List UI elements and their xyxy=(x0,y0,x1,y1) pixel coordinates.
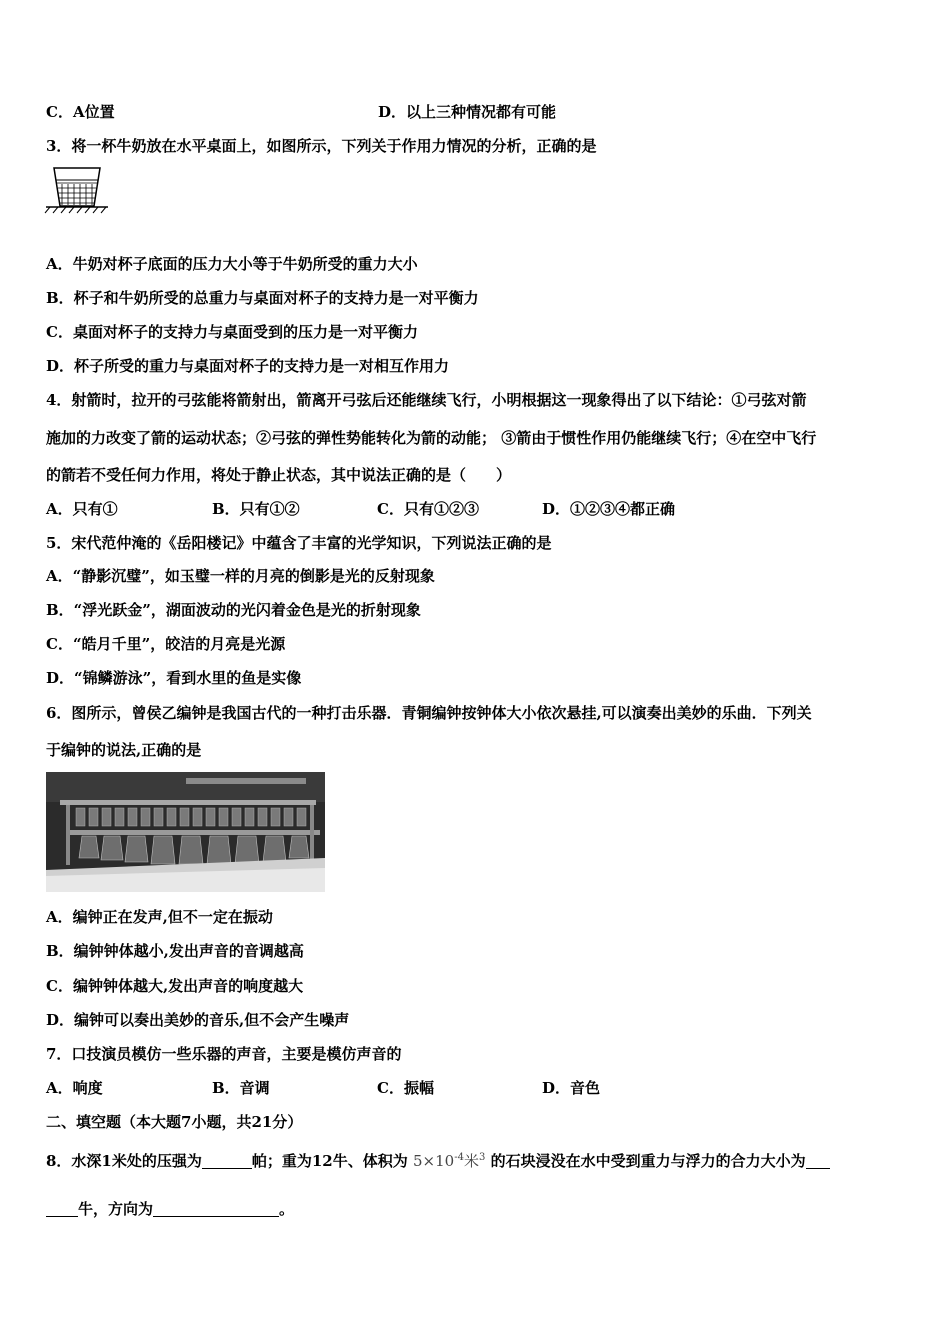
q4-option-d: D．①②③④都正确 xyxy=(542,500,676,518)
q8-blank-direction[interactable] xyxy=(153,1200,279,1217)
q6-line2: 于编钟的说法,正确的是 xyxy=(46,741,202,759)
q2-option-c: C．A位置 xyxy=(46,103,115,121)
q4-option-a: A．只有① xyxy=(46,500,118,518)
q8-text-4: 牛，方向为 xyxy=(78,1200,154,1218)
q3-option-c: C．桌面对杯子的支持力与桌面受到的压力是一对平衡力 xyxy=(46,323,418,341)
q5-option-d: D．“锦鳞游泳”，看到水里的鱼是实像 xyxy=(46,669,302,687)
q5-option-b: B．“浮光跃金”，湖面波动的光闪着金色是光的折射现象 xyxy=(46,601,421,619)
q8-line2 xyxy=(46,1199,294,1219)
q3-stem: 3．将一杯牛奶放在水平桌面上，如图所示，下列关于作用力情况的分析，正确的是 xyxy=(46,137,597,155)
q8-blank-net-force-part1[interactable] xyxy=(806,1152,830,1169)
q7-option-c: C．振幅 xyxy=(377,1079,434,1097)
q4-option-b: B．只有①② xyxy=(212,500,300,518)
q3-option-a: A．牛奶对杯子底面的压力大小等于牛奶所受的重力大小 xyxy=(46,255,418,273)
q7-option-b: B．音调 xyxy=(212,1079,270,1097)
q7-option-d: D．音色 xyxy=(542,1079,601,1097)
q6-option-d: D．编钟可以奏出美妙的音乐,但不会产生噪声 xyxy=(46,1011,350,1029)
section-heading-fill-in: 二、填空题（本大题7小题，共21分） xyxy=(46,1113,303,1131)
q4-line1: 4．射箭时，拉开的弓弦能将箭射出，箭离开弓弦后还能继续飞行，小明根据这一现象得出了以下结论：①弓弦对箭 xyxy=(46,391,807,409)
q3-option-d: D．杯子所受的重力与桌面对杯子的支持力是一对相互作用力 xyxy=(46,357,450,375)
q8-blank-pressure[interactable] xyxy=(202,1152,252,1169)
q4-line3: 的箭若不受任何力作用，将处于静止状态，其中说法正确的是（ ） xyxy=(46,466,512,484)
q8-text-2: 帕；重为12牛、体积为 xyxy=(251,1152,408,1170)
q8-text-3: 的石块浸没在水中受到重力与浮力的合力大小为 xyxy=(490,1152,806,1170)
q5-option-c: C．“皓月千里”，皎洁的月亮是光源 xyxy=(46,635,286,653)
q8-volume-formula: $5\times 10^{-4}$米$^3$ xyxy=(412,1152,486,1170)
q7-option-a: A．响度 xyxy=(46,1079,103,1097)
q5-stem: 5．宋代范仲淹的《岳阳楼记》中蕴含了丰富的光学知识，下列说法正确的是 xyxy=(46,534,552,552)
q5-option-a: A．“静影沉璧”，如玉璧一样的月亮的倒影是光的反射现象 xyxy=(46,567,435,585)
milk-cup-figure xyxy=(44,162,110,216)
q7-stem: 7．口技演员模仿一些乐器的声音，主要是模仿声音的 xyxy=(46,1045,402,1063)
q4-line2: 施加的力改变了箭的运动状态；②弓弦的弹性势能转化为箭的动能； ③箭由于惯性作用仍能继续飞行；④在空中飞行 xyxy=(46,429,817,447)
q8-blank-net-force-part2[interactable] xyxy=(46,1200,78,1217)
q3-option-b: B．杯子和牛奶所受的总重力与桌面对杯子的支持力是一对平衡力 xyxy=(46,289,479,307)
q6-option-a: A．编钟正在发声,但不一定在振动 xyxy=(46,908,273,926)
q6-option-b: B．编钟钟体越小,发出声音的音调越高 xyxy=(46,942,304,960)
q8-line1 xyxy=(46,1148,830,1171)
q8-text-1: 8．水深1米处的压强为 xyxy=(46,1152,202,1170)
q8-text-5: 。 xyxy=(279,1200,295,1218)
bells-illustration xyxy=(46,772,325,892)
q2-option-d: D．以上三种情况都有可能 xyxy=(378,103,557,121)
q6-option-c: C．编钟钟体越大,发出声音的响度越大 xyxy=(46,977,304,995)
q6-line1: 6．图所示，曾侯乙编钟是我国古代的一种打击乐器．青铜编钟按钟体大小依次悬挂,可以演奏出美妙的乐曲．下列关 xyxy=(46,704,812,722)
q4-option-c: C．只有①②③ xyxy=(377,500,479,518)
bianzhong-bells-photo xyxy=(46,772,325,892)
